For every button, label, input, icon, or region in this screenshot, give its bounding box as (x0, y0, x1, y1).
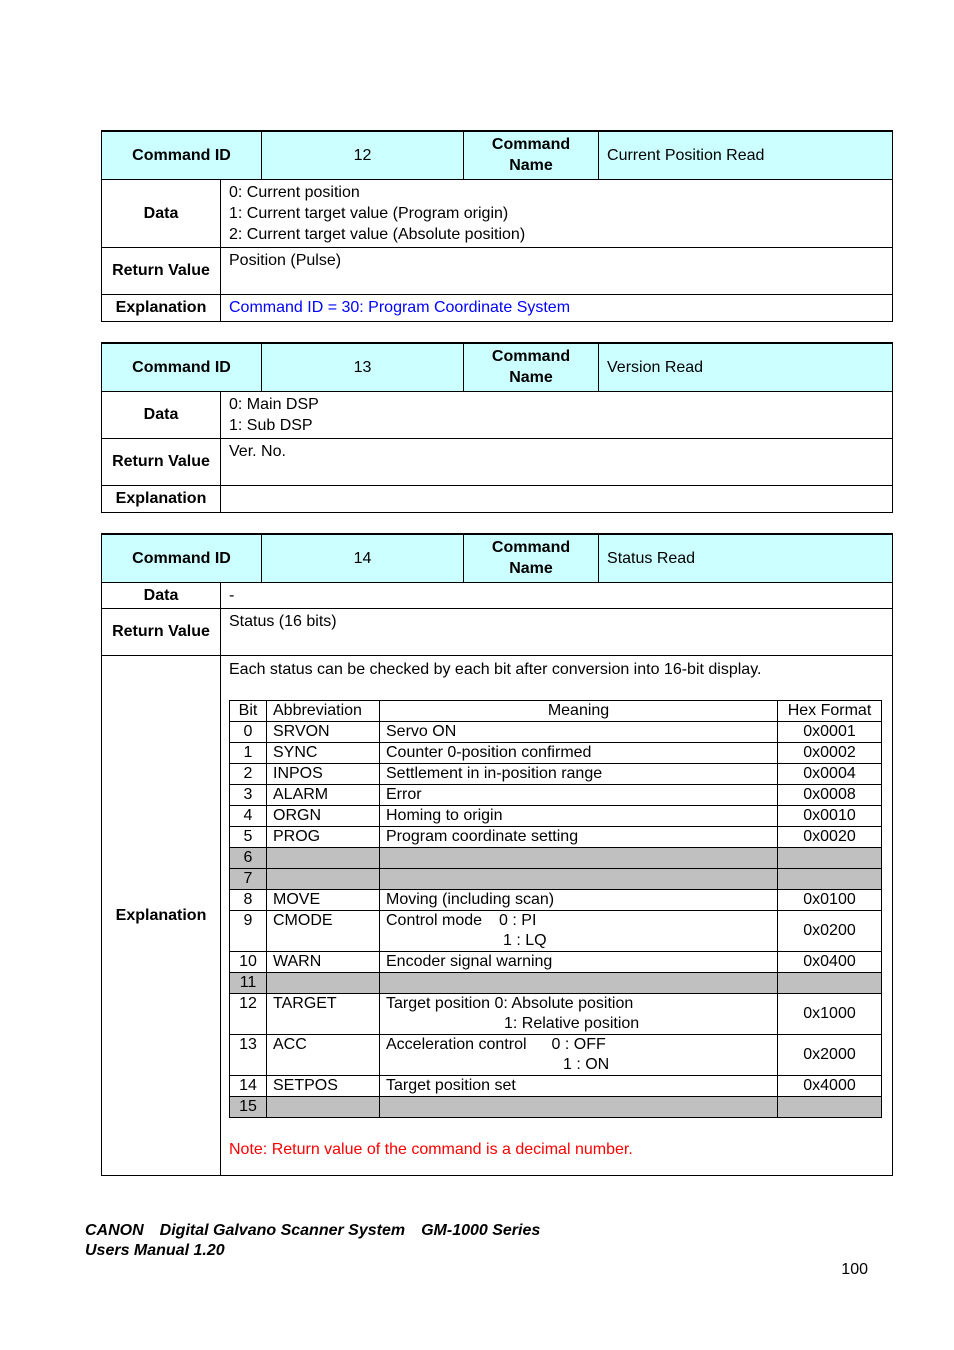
return-value-label: Return Value (102, 438, 221, 485)
explanation-label: Explanation (102, 485, 221, 512)
reserved-row (230, 972, 882, 993)
status-bit-table (229, 700, 882, 1118)
explanation-link[interactable]: Command ID = 30: Program Coordinate System (221, 294, 893, 321)
meaning-cell (380, 1096, 778, 1117)
command-id-label: Command ID (102, 343, 262, 391)
abbr-cell (267, 1096, 380, 1117)
meaning-text: Acceleration control (386, 1035, 527, 1053)
table-row (230, 721, 882, 742)
col-header-meaning: Meaning (380, 700, 778, 721)
hex-cell: 0x0008 (778, 784, 882, 805)
col-header-hex: Hex Format (778, 700, 882, 721)
hex-cell: 0x1000 (778, 993, 882, 1034)
footer-series: GM-1000 Series (421, 1222, 541, 1239)
hex-cell: 0x0001 (778, 721, 882, 742)
command-table-13 (101, 342, 893, 513)
hex-cell: 0x0002 (778, 742, 882, 763)
abbr-cell: ORGN (267, 805, 380, 826)
meaning-cell: Homing to origin (380, 805, 778, 826)
table-row (230, 826, 882, 847)
hex-cell (778, 1096, 882, 1117)
return-value-label: Return Value (102, 608, 221, 655)
meaning-text: Control mode (386, 911, 483, 929)
meaning-cell (380, 993, 778, 1034)
command-table-14 (101, 533, 893, 1176)
data-line: 2: Current target value (Absolute position) (229, 225, 526, 243)
bit-cell: 14 (230, 1075, 267, 1096)
abbr-cell: SYNC (267, 742, 380, 763)
explanation-label: Explanation (102, 655, 221, 1175)
reserved-row (230, 1096, 882, 1117)
abbr-cell: CMODE (267, 910, 380, 951)
abbr-cell (267, 972, 380, 993)
bit-cell: 12 (230, 993, 267, 1034)
command-id-value: 14 (262, 534, 464, 582)
meaning-cell (380, 972, 778, 993)
bit-cell: 0 (230, 721, 267, 742)
abbr-cell: SETPOS (267, 1075, 380, 1096)
table-row (230, 1034, 882, 1075)
return-value-label: Return Value (102, 247, 221, 294)
return-value: Position (Pulse) (221, 247, 893, 294)
meaning-option: 0 : OFF (551, 1035, 606, 1053)
data-label: Data (102, 582, 221, 608)
explanation-value (221, 485, 893, 512)
explanation-intro: Each status can be checked by each bit after conversion into 16-bit display. (229, 660, 762, 678)
data-line: 0: Current position (229, 183, 360, 201)
data-value: - (221, 582, 893, 608)
meaning-cell: Error (380, 784, 778, 805)
meaning-text: Target position (386, 994, 491, 1012)
table-row (230, 993, 882, 1034)
footer (85, 1221, 540, 1261)
footer-manual: Users Manual 1.20 (85, 1242, 225, 1259)
hex-cell: 0x0004 (778, 763, 882, 784)
meaning-cell: Encoder signal warning (380, 951, 778, 972)
data-line: 1: Current target value (Program origin) (229, 204, 509, 222)
hex-cell: 0x0100 (778, 889, 882, 910)
abbr-cell: ALARM (267, 784, 380, 805)
reserved-row (230, 868, 882, 889)
command-name-value: Status Read (599, 534, 893, 582)
hex-cell: 0x0400 (778, 951, 882, 972)
bit-cell: 2 (230, 763, 267, 784)
hex-cell: 0x0010 (778, 805, 882, 826)
hex-cell: 0x2000 (778, 1034, 882, 1075)
command-name-label: Command Name (464, 343, 599, 391)
table-row (230, 889, 882, 910)
table-row (230, 805, 882, 826)
abbr-cell: TARGET (267, 993, 380, 1034)
abbr-cell: WARN (267, 951, 380, 972)
abbr-cell: ACC (267, 1034, 380, 1075)
footer-product: Digital Galvano Scanner System (159, 1222, 406, 1239)
meaning-cell: Moving (including scan) (380, 889, 778, 910)
data-value (221, 179, 893, 247)
bit-cell: 1 (230, 742, 267, 763)
meaning-cell: Counter 0-position confirmed (380, 742, 778, 763)
return-value: Status (16 bits) (221, 608, 893, 655)
command-id-label: Command ID (102, 131, 262, 179)
table-row (230, 763, 882, 784)
hex-cell (778, 868, 882, 889)
meaning-option: 0: Absolute position (494, 994, 634, 1012)
abbr-cell (267, 847, 380, 868)
command-id-value: 13 (262, 343, 464, 391)
data-label: Data (102, 179, 221, 247)
bit-cell: 9 (230, 910, 267, 951)
meaning-option: 1: Relative position (504, 1014, 640, 1032)
abbr-cell: INPOS (267, 763, 380, 784)
data-line: 0: Main DSP (229, 395, 319, 413)
reserved-row (230, 847, 882, 868)
table-row (230, 1075, 882, 1096)
abbr-cell (267, 868, 380, 889)
explanation-label: Explanation (102, 294, 221, 321)
meaning-cell (380, 1034, 778, 1075)
meaning-option: 1 : LQ (503, 931, 547, 949)
command-name-value: Version Read (599, 343, 893, 391)
hex-cell: 0x0200 (778, 910, 882, 951)
meaning-option: 0 : PI (499, 911, 537, 929)
data-line: 1: Sub DSP (229, 416, 313, 434)
command-name-label: Command Name (464, 131, 599, 179)
explanation-note: Note: Return value of the command is a decimal number. (229, 1140, 633, 1158)
meaning-cell (380, 847, 778, 868)
bit-cell: 10 (230, 951, 267, 972)
meaning-cell (380, 868, 778, 889)
bit-cell: 5 (230, 826, 267, 847)
meaning-cell: Servo ON (380, 721, 778, 742)
bit-cell: 15 (230, 1096, 267, 1117)
meaning-option: 1 : ON (563, 1055, 610, 1073)
footer-brand: CANON (85, 1222, 144, 1239)
command-id-label: Command ID (102, 534, 262, 582)
command-name-value: Current Position Read (599, 131, 893, 179)
hex-cell: 0x0020 (778, 826, 882, 847)
bit-cell: 7 (230, 868, 267, 889)
data-label: Data (102, 391, 221, 438)
bit-cell: 11 (230, 972, 267, 993)
bit-cell: 8 (230, 889, 267, 910)
page-number: 100 (841, 1261, 868, 1278)
command-name-label: Command Name (464, 534, 599, 582)
data-value (221, 391, 893, 438)
command-table-12 (101, 130, 893, 322)
bit-cell: 13 (230, 1034, 267, 1075)
meaning-cell (380, 910, 778, 951)
table-row (230, 910, 882, 951)
meaning-cell: Program coordinate setting (380, 826, 778, 847)
meaning-cell: Settlement in in-position range (380, 763, 778, 784)
return-value: Ver. No. (221, 438, 893, 485)
bit-cell: 4 (230, 805, 267, 826)
table-row (230, 784, 882, 805)
table-row (230, 951, 882, 972)
command-id-value: 12 (262, 131, 464, 179)
bit-cell: 6 (230, 847, 267, 868)
col-header-abbreviation: Abbreviation (267, 700, 380, 721)
col-header-bit: Bit (230, 700, 267, 721)
hex-cell: 0x4000 (778, 1075, 882, 1096)
bit-cell: 3 (230, 784, 267, 805)
abbr-cell: MOVE (267, 889, 380, 910)
abbr-cell: SRVON (267, 721, 380, 742)
hex-cell (778, 847, 882, 868)
table-row (230, 742, 882, 763)
hex-cell (778, 972, 882, 993)
explanation-value (221, 655, 893, 1175)
abbr-cell: PROG (267, 826, 380, 847)
meaning-cell: Target position set (380, 1075, 778, 1096)
